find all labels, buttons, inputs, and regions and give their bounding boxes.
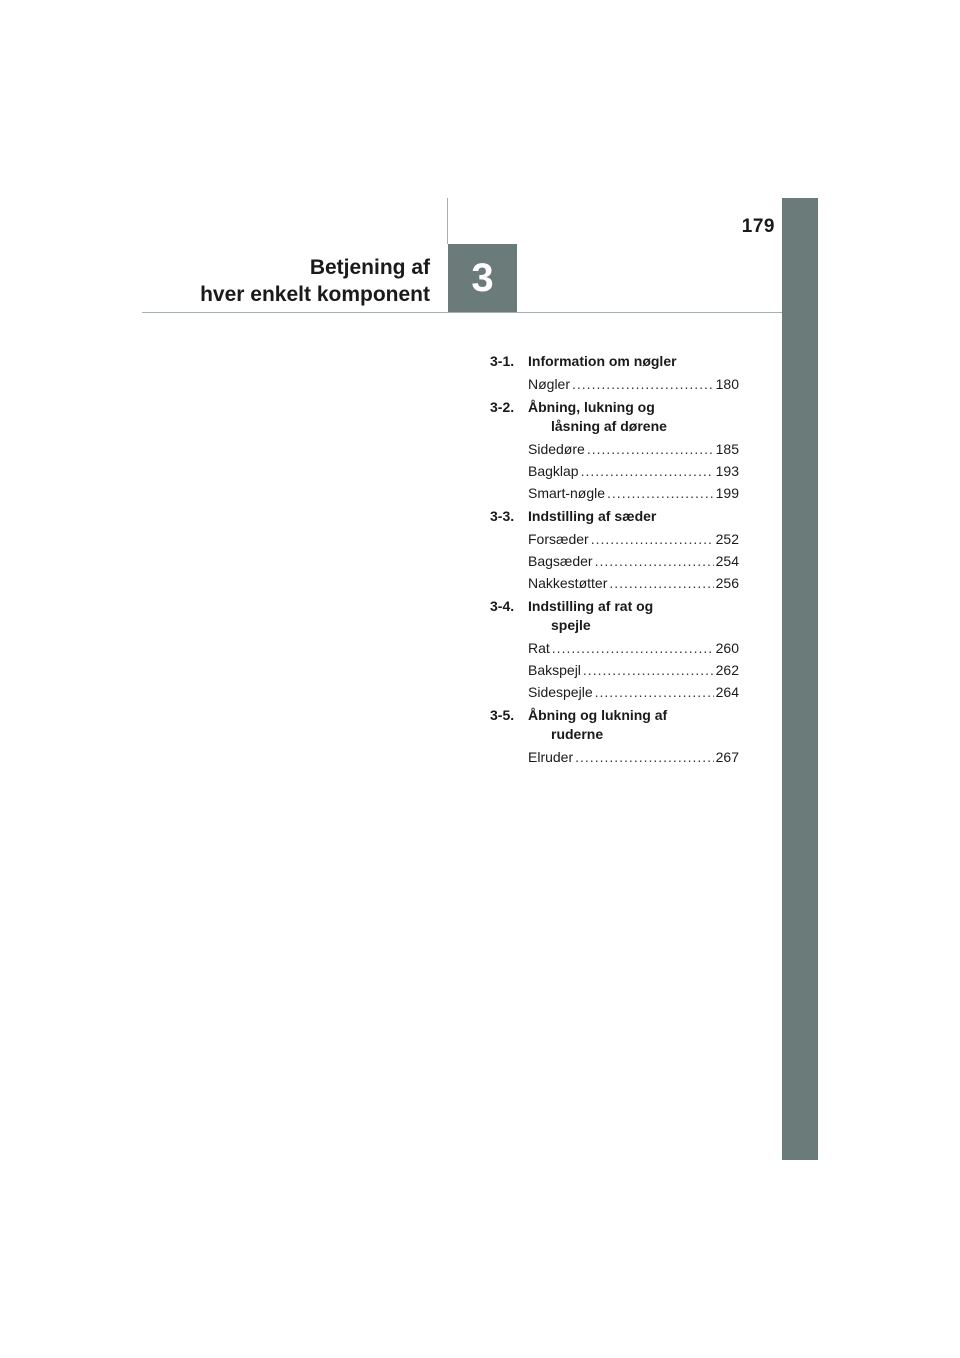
toc-section <box>490 507 739 592</box>
dot-leader <box>581 462 714 480</box>
toc-entry-page: 264 <box>715 684 739 700</box>
dot-leader <box>575 748 714 766</box>
section-number: 3-1. <box>490 353 515 369</box>
section-title-line: Information om nøgler <box>528 353 677 369</box>
section-title-line: Indstilling af rat og <box>528 598 654 614</box>
chapter-title-line: Betjening af <box>309 256 430 279</box>
toc-section <box>490 398 739 502</box>
toc-entry[interactable] <box>528 440 739 458</box>
toc-entry-label: Elruder <box>528 749 574 765</box>
toc-entry-page: 262 <box>715 662 739 678</box>
section-title-line: låsning af dørene <box>551 418 667 434</box>
toc-entry[interactable] <box>528 552 739 570</box>
toc-entry-page: 256 <box>715 575 739 591</box>
toc-section <box>490 597 739 701</box>
page-number: 179 <box>741 216 775 237</box>
toc-entry[interactable] <box>528 484 739 502</box>
section-title <box>528 706 739 744</box>
section-heading <box>490 352 739 371</box>
section-heading <box>490 507 739 526</box>
toc-entry[interactable] <box>528 639 739 657</box>
chapter-number-box <box>448 244 517 313</box>
section-title <box>528 352 739 371</box>
section-title <box>528 398 739 436</box>
toc-entry-page: 254 <box>715 553 739 569</box>
chapter-number: 3 <box>471 256 494 300</box>
section-number: 3-2. <box>490 399 515 415</box>
toc-entry[interactable] <box>528 574 739 592</box>
table-of-contents <box>490 352 739 771</box>
section-title <box>528 597 739 635</box>
toc-entry[interactable] <box>528 748 739 766</box>
toc-entry-label: Bagsæder <box>528 553 593 569</box>
dot-leader <box>572 375 714 393</box>
toc-entry-label: Bagklap <box>528 463 579 479</box>
section-title-line: spejle <box>551 617 591 633</box>
dot-leader <box>595 683 714 701</box>
chapter-side-tab <box>782 198 818 1160</box>
section-heading <box>490 597 739 635</box>
toc-entry-page: 180 <box>715 376 739 392</box>
chapter-title-line: hver enkelt komponent <box>200 283 430 306</box>
section-title-line: ruderne <box>551 726 604 742</box>
toc-entry[interactable] <box>528 462 739 480</box>
toc-entry-label: Sidespejle <box>528 684 593 700</box>
toc-entry-page: 267 <box>715 749 739 765</box>
section-title <box>528 507 739 526</box>
toc-entry-label: Sidedøre <box>528 441 585 457</box>
toc-entry-label: Nakkestøtter <box>528 575 608 591</box>
toc-entry[interactable] <box>528 661 739 679</box>
toc-entry-label: Nøgler <box>528 376 571 392</box>
dot-leader <box>587 440 714 458</box>
toc-entry-page: 199 <box>715 485 739 501</box>
section-heading <box>490 706 739 744</box>
toc-entry-label: Bakspejl <box>528 662 581 678</box>
toc-entry-label: Smart-nøgle <box>528 485 606 501</box>
toc-entry-label: Forsæder <box>528 531 589 547</box>
dot-leader <box>595 552 714 570</box>
section-number: 3-4. <box>490 598 515 614</box>
toc-entry[interactable] <box>528 683 739 701</box>
toc-entry-page: 193 <box>715 463 739 479</box>
dot-leader <box>591 530 714 548</box>
toc-entry-page: 252 <box>715 531 739 547</box>
chapter-title <box>200 254 430 308</box>
dot-leader <box>552 639 714 657</box>
toc-entry-page: 260 <box>715 640 739 656</box>
toc-entry[interactable] <box>528 530 739 548</box>
toc-section <box>490 706 739 766</box>
dot-leader <box>607 484 714 502</box>
section-title-line: Indstilling af sæder <box>528 508 657 524</box>
section-heading <box>490 398 739 436</box>
section-number: 3-3. <box>490 508 515 524</box>
toc-entry[interactable] <box>528 375 739 393</box>
section-title-line: Åbning, lukning og <box>528 399 655 415</box>
dot-leader <box>583 661 714 679</box>
header-vertical-rule <box>447 198 448 244</box>
section-title-line: Åbning og lukning af <box>528 707 668 723</box>
section-number: 3-5. <box>490 707 515 723</box>
toc-entry-label: Rat <box>528 640 550 656</box>
toc-entry-page: 185 <box>715 441 739 457</box>
header-horizontal-rule <box>142 312 782 313</box>
dot-leader <box>609 574 713 592</box>
toc-section <box>490 352 739 393</box>
